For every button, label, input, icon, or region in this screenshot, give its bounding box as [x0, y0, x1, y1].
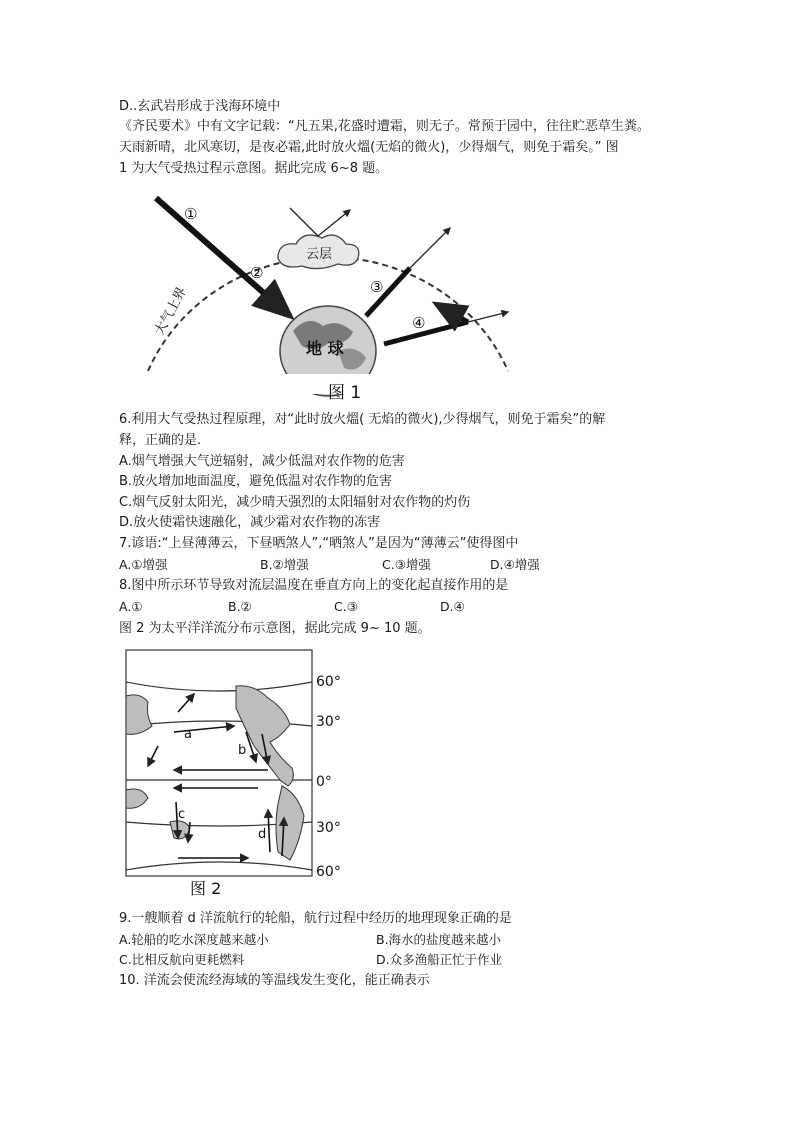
q6-option-d: D.放火使霜快速融化，减少霜对农作物的冻害 [119, 515, 381, 530]
passage-line-1: 《齐民要术》中有文字记载：“凡五果,花盛时遭霜，则无子。常预于园中，往往贮恶草生粪。 [119, 119, 650, 134]
lat-60n: 60° [316, 674, 341, 690]
label-c: c [178, 807, 186, 822]
q6-option-c: C.烟气反射太阳光，减少晴天强烈的太阳辐射对农作物的灼伤 [119, 495, 471, 510]
q9-stem: 9.一艘顺着 d 洋流航行的轮船，航行过程中经历的地理现象正确的是 [119, 911, 512, 926]
q9-option-a: A.轮船的吃水深度越来越小 [119, 932, 269, 947]
q6-stem-2: 释，正确的是. [119, 433, 202, 448]
q9-option-b: B.海水的盐度越来越小 [376, 932, 502, 947]
figure-1-atmosphere-heating [118, 186, 518, 406]
passage-line-3: 1 为大气受热过程示意图。据此完成 6~8 题。 [119, 161, 389, 176]
q6-option-a: A.烟气增强大气逆辐射，减少低温对农作物的危害 [119, 454, 405, 469]
label-a: a [184, 727, 192, 742]
q6-stem-1: 6.利用大气受热过程原理，对“此时放火熅( 无焰的微火),少得烟气，则免于霜矣”的解 [119, 412, 606, 427]
cloud-label: 云层 [306, 247, 333, 262]
label-b: b [238, 743, 247, 758]
lat-60s: 60° [316, 864, 341, 880]
q7-option-b: B.②增强 [260, 557, 309, 572]
q9-option-d: D.众多渔船正忙于作业 [376, 952, 503, 967]
label-d: d [258, 827, 267, 842]
q8-option-d: D.④ [440, 599, 465, 614]
figure-2-intro: 图 2 为太平洋洋流分布示意图，据此完成 9~ 10 题。 [119, 621, 431, 636]
q9-option-c: C.比相反航向更耗燃料 [119, 952, 245, 967]
lat-0: 0° [316, 774, 332, 790]
label-1: ① [184, 205, 198, 223]
lat-30s: 30° [316, 820, 341, 836]
lat-30n: 30° [316, 714, 341, 730]
label-3: ③ [370, 278, 384, 296]
q7-option-c: C.③增强 [382, 557, 431, 572]
label-2: ② [250, 264, 264, 282]
earth-label: 地 球 [306, 339, 344, 358]
q6-option-b: B.放火增加地面温度，避免低温对农作物的危害 [119, 474, 393, 489]
label-4: ④ [412, 314, 426, 332]
q7-option-a: A.①增强 [119, 557, 168, 572]
figure-2-pacific-currents [118, 646, 358, 900]
q8-option-c: C.③ [334, 599, 358, 614]
figure-2-caption: 图 2 [190, 879, 222, 898]
passage-line-2: 天雨新晴，北风寒切，是夜必霜,此时放火熅(无焰的微火)，少得烟气，则免于霜矣。” 图 [119, 140, 619, 155]
q8-option-b: B.② [228, 599, 252, 614]
option-d-previous: D..玄武岩形成于浅海环境中 [119, 99, 281, 114]
q10-stem: 10. 洋流会使流经海域的等温线发生变化，能正确表示 [119, 973, 430, 988]
figure-1-caption: 图 1 [328, 383, 362, 403]
q7-option-d: D.④增强 [490, 557, 540, 572]
q8-option-a: A.① [119, 599, 143, 614]
q8-stem: 8.图中所示环节导致对流层温度在垂直方向上的变化起直接作用的是 [119, 578, 509, 593]
atmosphere-boundary-label: 大气上界 [152, 284, 190, 338]
q7-stem: 7.谚语:“上昼薄薄云，下昼晒煞人”,“晒煞人”是因为“薄薄云”使得图中 [119, 536, 519, 551]
